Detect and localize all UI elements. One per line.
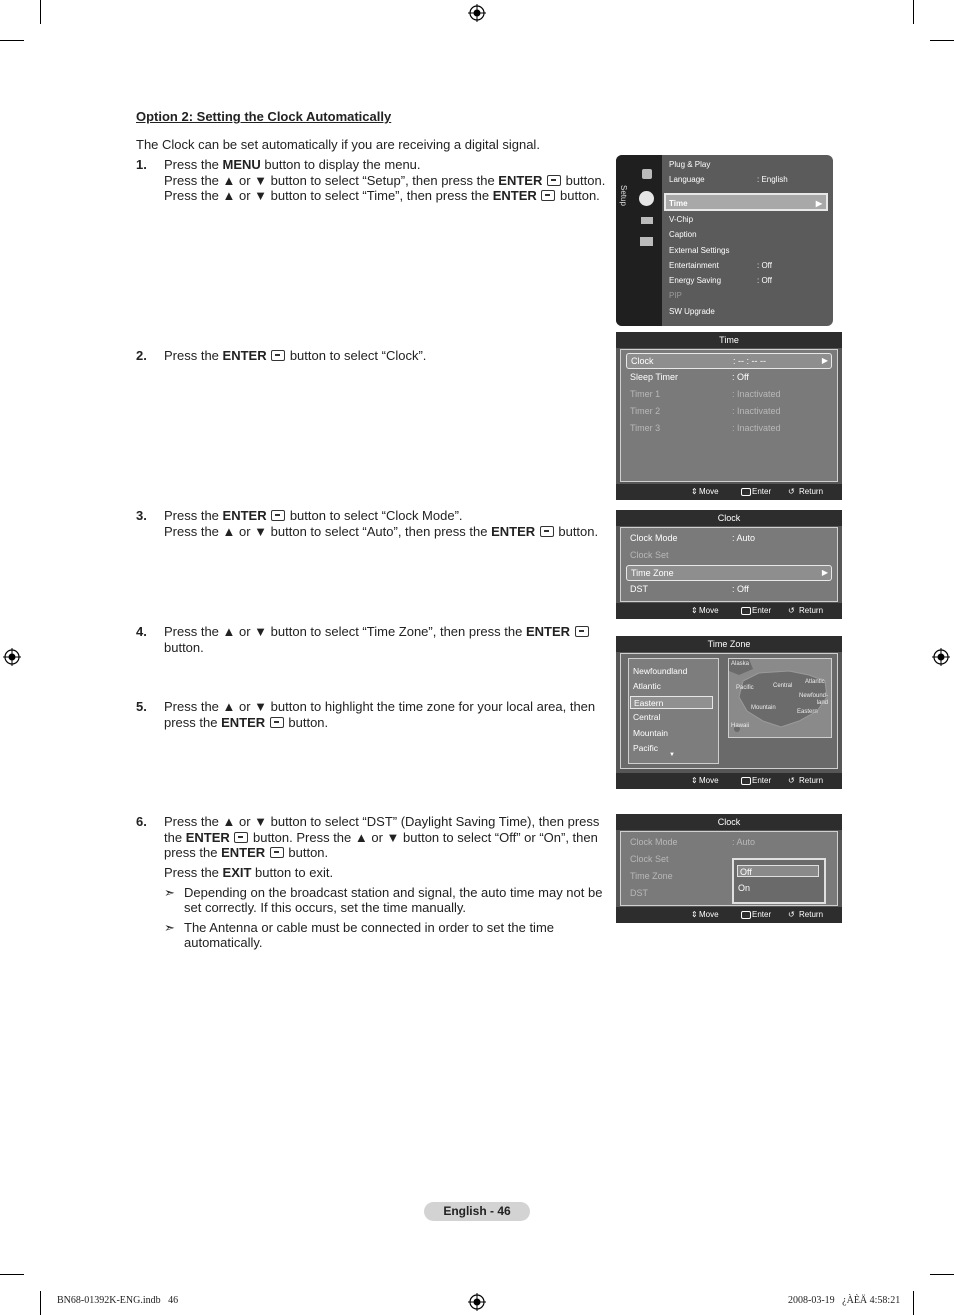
arrow-right-icon: ▶ [821, 568, 828, 577]
row-value: : -- : -- -- [733, 356, 766, 366]
step-line [164, 624, 590, 639]
row-value: : Off [732, 372, 749, 382]
footer-return-label: Return [799, 487, 824, 496]
map-label-alaska: Alaska [731, 661, 750, 667]
screen-footer [616, 484, 842, 500]
return-icon: ↺ [788, 776, 795, 785]
step-key: ENTER [185, 829, 230, 845]
map-label-atlantic: Atlantic [805, 679, 825, 685]
screen-title: Clock [616, 814, 842, 830]
registration-mark-icon [468, 1293, 486, 1311]
screen-title: Time [616, 332, 842, 348]
setup-sidebar [616, 155, 662, 326]
dst-options-popup [732, 858, 826, 904]
input-icon [641, 217, 653, 224]
menu-item-value: : Off [757, 276, 772, 285]
row-label: Clock Set [630, 854, 669, 864]
registration-mark-icon [932, 648, 950, 666]
row-value: : Auto [732, 837, 756, 847]
footer-move-label: Move [699, 606, 719, 615]
note-arrow-icon: ➣ [164, 920, 175, 935]
menu-item-label: Plug & Play [669, 160, 711, 169]
enter-icon [741, 607, 751, 615]
step-text: press the [164, 714, 222, 730]
menu-item-label: PIP [669, 291, 682, 300]
row-label: DST [630, 888, 648, 898]
step-line [164, 715, 328, 730]
map-label-hawaii: Hawaii [731, 723, 750, 729]
menu-row[interactable] [626, 565, 832, 581]
zone-item[interactable]: Pacific [633, 743, 659, 753]
step-text: Press the ▲ or ▼ button to select “Time Zone”, then press the [164, 624, 526, 639]
menu-item-value: : English [757, 175, 788, 184]
step-text: button. [284, 845, 329, 860]
crop-mark [913, 1291, 914, 1315]
row-label: Timer 3 [630, 423, 661, 433]
enter-icon [271, 350, 285, 361]
dst-option-on[interactable]: On [738, 883, 751, 893]
enter-icon [270, 847, 284, 858]
step-key: ENTER [221, 714, 266, 730]
crop-mark [40, 1291, 41, 1315]
step-number: 4. [136, 624, 147, 639]
map-label-central: Central [773, 683, 793, 689]
enter-icon [741, 777, 751, 785]
row-value: : Inactivated [732, 389, 781, 399]
step-text: press the [164, 845, 222, 860]
clock-dst-screen [616, 814, 842, 923]
scroll-down-icon: ▼ [669, 752, 675, 758]
row-label: DST [630, 584, 648, 594]
step-key: ENTER [221, 845, 266, 860]
footer-enter-label: Enter [752, 606, 772, 615]
registration-mark-icon [468, 4, 486, 22]
row-value: : Auto [732, 533, 756, 543]
footer-move-label: Move [699, 776, 719, 785]
note-line: Depending on the broadcast station and signal, the auto time may not be [184, 885, 603, 900]
exit-pre: Press the [164, 865, 223, 880]
enter-icon [270, 717, 284, 728]
row-label: Time Zone [630, 871, 673, 881]
step-key: ENTER [492, 188, 537, 203]
step-key: ENTER [222, 508, 267, 523]
return-icon: ↺ [788, 910, 795, 919]
move-icon: ⇕ [691, 487, 698, 496]
menu-row[interactable] [626, 548, 832, 562]
menu-row[interactable] [626, 421, 832, 435]
zone-item[interactable]: Atlantic [633, 681, 661, 692]
enter-icon [271, 510, 285, 521]
footer-return-label: Return [799, 606, 824, 615]
crop-mark [930, 1274, 954, 1275]
zone-item[interactable]: Eastern [630, 696, 713, 709]
step-text: button to display the menu. [260, 157, 421, 172]
channel-icon [640, 237, 653, 246]
step-line [164, 508, 463, 523]
zone-item[interactable]: Central [633, 712, 661, 723]
menu-row[interactable] [626, 370, 832, 384]
map-label-mountain: Mountain [751, 705, 776, 711]
step-line [164, 830, 598, 845]
step-line [164, 524, 598, 539]
enter-icon [575, 626, 589, 637]
step-line [164, 188, 600, 203]
map-label-newfoundland: Newfound- land [799, 693, 829, 706]
step-key: ENTER [491, 523, 536, 539]
footer-return-label: Return [799, 910, 824, 919]
step-text: Press the ▲ or ▼ button to select “Time”, then press the [164, 188, 493, 203]
note-line: set correctly. If this occurs, set the time manually. [184, 900, 467, 915]
zone-item[interactable]: Mountain [633, 727, 668, 738]
menu-item-label: Energy Saving [669, 276, 722, 285]
screen-title: Clock [616, 510, 842, 526]
menu-item-label: Time [669, 199, 688, 208]
menu-row[interactable] [626, 353, 832, 369]
setup-menu-item[interactable] [669, 229, 829, 241]
setup-menu-item[interactable] [669, 245, 829, 257]
section-heading: Option 2: Setting the Clock Automatically [136, 109, 392, 124]
exit-post: button to exit. [251, 865, 334, 880]
note-arrow-icon: ➣ [164, 885, 175, 900]
step-text: button. [164, 639, 204, 655]
menu-item-label: External Settings [669, 246, 730, 255]
map-label-pacific: Pacific [736, 685, 754, 691]
screen-title: Time Zone [616, 636, 842, 652]
enter-icon [540, 526, 554, 537]
step-key: ENTER [525, 624, 571, 639]
step-text: Press the [164, 348, 223, 363]
step-text: button. [561, 172, 606, 188]
row-label: Sleep Timer [630, 372, 679, 382]
enter-icon [741, 488, 751, 496]
setup-menu-item[interactable] [669, 290, 829, 302]
step-line [164, 173, 605, 188]
enter-icon [547, 175, 561, 186]
time-zone-map [728, 658, 832, 738]
setup-menu-item[interactable] [669, 260, 829, 272]
row-value: : Inactivated [732, 406, 781, 416]
menu-row[interactable] [626, 531, 832, 545]
zone-item[interactable]: Newfoundland [633, 666, 688, 676]
exit-key: EXIT [222, 865, 252, 880]
step-text: Press the ▲ or ▼ button to select “Setup”, then press the [164, 172, 499, 188]
zone-list[interactable] [628, 658, 719, 764]
setup-menu-screen [616, 155, 833, 326]
step-text: button. [556, 188, 600, 203]
arrow-right-icon: ▶ [815, 199, 822, 208]
time-zone-panel [620, 653, 838, 769]
screen-footer [616, 773, 842, 789]
print-date-label: 2008-03-19 ¿ÀÈÄ 4:58:21 [788, 1295, 901, 1306]
dst-option-off[interactable]: Off [737, 865, 819, 877]
note-line: automatically. [184, 935, 263, 950]
screen-footer [616, 907, 842, 923]
return-icon: ↺ [788, 487, 795, 496]
menu-item-label: SW Upgrade [669, 307, 715, 316]
exit-instruction [164, 865, 333, 880]
menu-item-value: : Off [757, 261, 772, 270]
footer-enter-label: Enter [752, 910, 772, 919]
arrow-right-icon: ▶ [821, 356, 828, 365]
step-text: Press the [164, 157, 223, 172]
menu-item-label: Caption [669, 230, 697, 239]
step-number: 6. [136, 814, 147, 829]
step-text: button. Press the ▲ or ▼ button to select “Off” or “On”, then [249, 829, 598, 845]
registration-mark-icon [3, 648, 21, 666]
setup-menu-item[interactable] [669, 214, 829, 226]
menu-item-label: Language [669, 175, 705, 184]
footer-enter-label: Enter [752, 776, 772, 785]
setup-menu-item[interactable] [669, 306, 829, 318]
return-icon: ↺ [788, 606, 795, 615]
menu-row[interactable] [626, 582, 832, 596]
step-key: ENTER [498, 172, 543, 188]
setup-menu-item[interactable] [669, 174, 829, 186]
row-label: Timer 2 [630, 406, 661, 416]
crop-mark [913, 0, 914, 24]
row-value: : Inactivated [732, 423, 781, 433]
step-text: button to select “Clock Mode”. [286, 508, 463, 523]
step-line [164, 157, 421, 172]
step-number: 1. [136, 157, 147, 172]
step-key: MENU [222, 157, 261, 172]
map-label-eastern: Eastern [797, 709, 818, 715]
step-text: Press the ▲ or ▼ button to highlight the time zone for your local area, then [164, 699, 596, 714]
row-label: Timer 1 [630, 389, 661, 399]
step-line [164, 640, 204, 655]
step-text: Press the ▲ or ▼ button to select “Auto”, then press the [164, 523, 492, 539]
time-menu-screen [616, 332, 842, 500]
crop-mark [0, 40, 24, 41]
move-icon: ⇕ [691, 776, 698, 785]
row-value: : Off [732, 584, 749, 594]
intro-text: The Clock can be set automatically if you are receiving a digital signal. [136, 137, 540, 152]
footer-enter-label: Enter [752, 487, 772, 496]
crop-mark [0, 1274, 24, 1275]
crop-mark [40, 0, 41, 24]
enter-icon [541, 190, 555, 201]
step-number: 5. [136, 699, 147, 714]
enter-icon [741, 911, 751, 919]
step-line [164, 845, 328, 860]
note-line: The Antenna or cable must be connected in order to set the time [184, 920, 554, 935]
menu-row[interactable] [626, 387, 832, 401]
menu-row[interactable] [626, 404, 832, 418]
clock-menu-screen [616, 510, 842, 619]
step-number: 3. [136, 508, 147, 523]
move-icon: ⇕ [691, 606, 698, 615]
setup-menu-item[interactable] [669, 159, 829, 171]
page-number-badge: English - 46 [424, 1202, 530, 1221]
footer-move-label: Move [699, 910, 719, 919]
row-label: Clock [631, 356, 654, 366]
step-text: the [164, 829, 186, 845]
menu-item-label: Entertainment [669, 261, 719, 270]
step-text: button to select “Clock”. [286, 348, 427, 363]
enter-icon [234, 832, 248, 843]
move-icon: ⇕ [691, 910, 698, 919]
row-label: Clock Set [630, 550, 669, 560]
footer-move-label: Move [699, 487, 719, 496]
step-line [164, 348, 426, 363]
screen-footer [616, 603, 842, 619]
step-number: 2. [136, 348, 147, 363]
print-file-label: BN68-01392K-ENG.indb 46 [57, 1295, 179, 1306]
crop-mark [930, 40, 954, 41]
setup-menu-item[interactable] [664, 193, 828, 211]
step-text: button. [284, 714, 329, 730]
footer-return-label: Return [799, 776, 824, 785]
setup-gear-icon [639, 191, 654, 206]
step-text: Press the ▲ or ▼ button to select “DST” (Daylight Saving Time), then press [164, 814, 600, 829]
step-text: Press the [164, 508, 223, 523]
menu-item-label: V-Chip [669, 215, 694, 224]
step-key: ENTER [222, 348, 267, 363]
setup-menu-item[interactable] [669, 275, 829, 287]
step-line [164, 814, 599, 829]
row-label: Time Zone [631, 568, 674, 578]
row-label: Clock Mode [630, 837, 678, 847]
row-label: Clock Mode [630, 533, 678, 543]
picture-icon [642, 169, 652, 179]
menu-row[interactable] [626, 835, 832, 849]
step-text: button. [554, 523, 599, 539]
time-zone-screen [616, 636, 842, 789]
setup-side-label: Setup [619, 185, 628, 206]
step-line [164, 699, 595, 714]
